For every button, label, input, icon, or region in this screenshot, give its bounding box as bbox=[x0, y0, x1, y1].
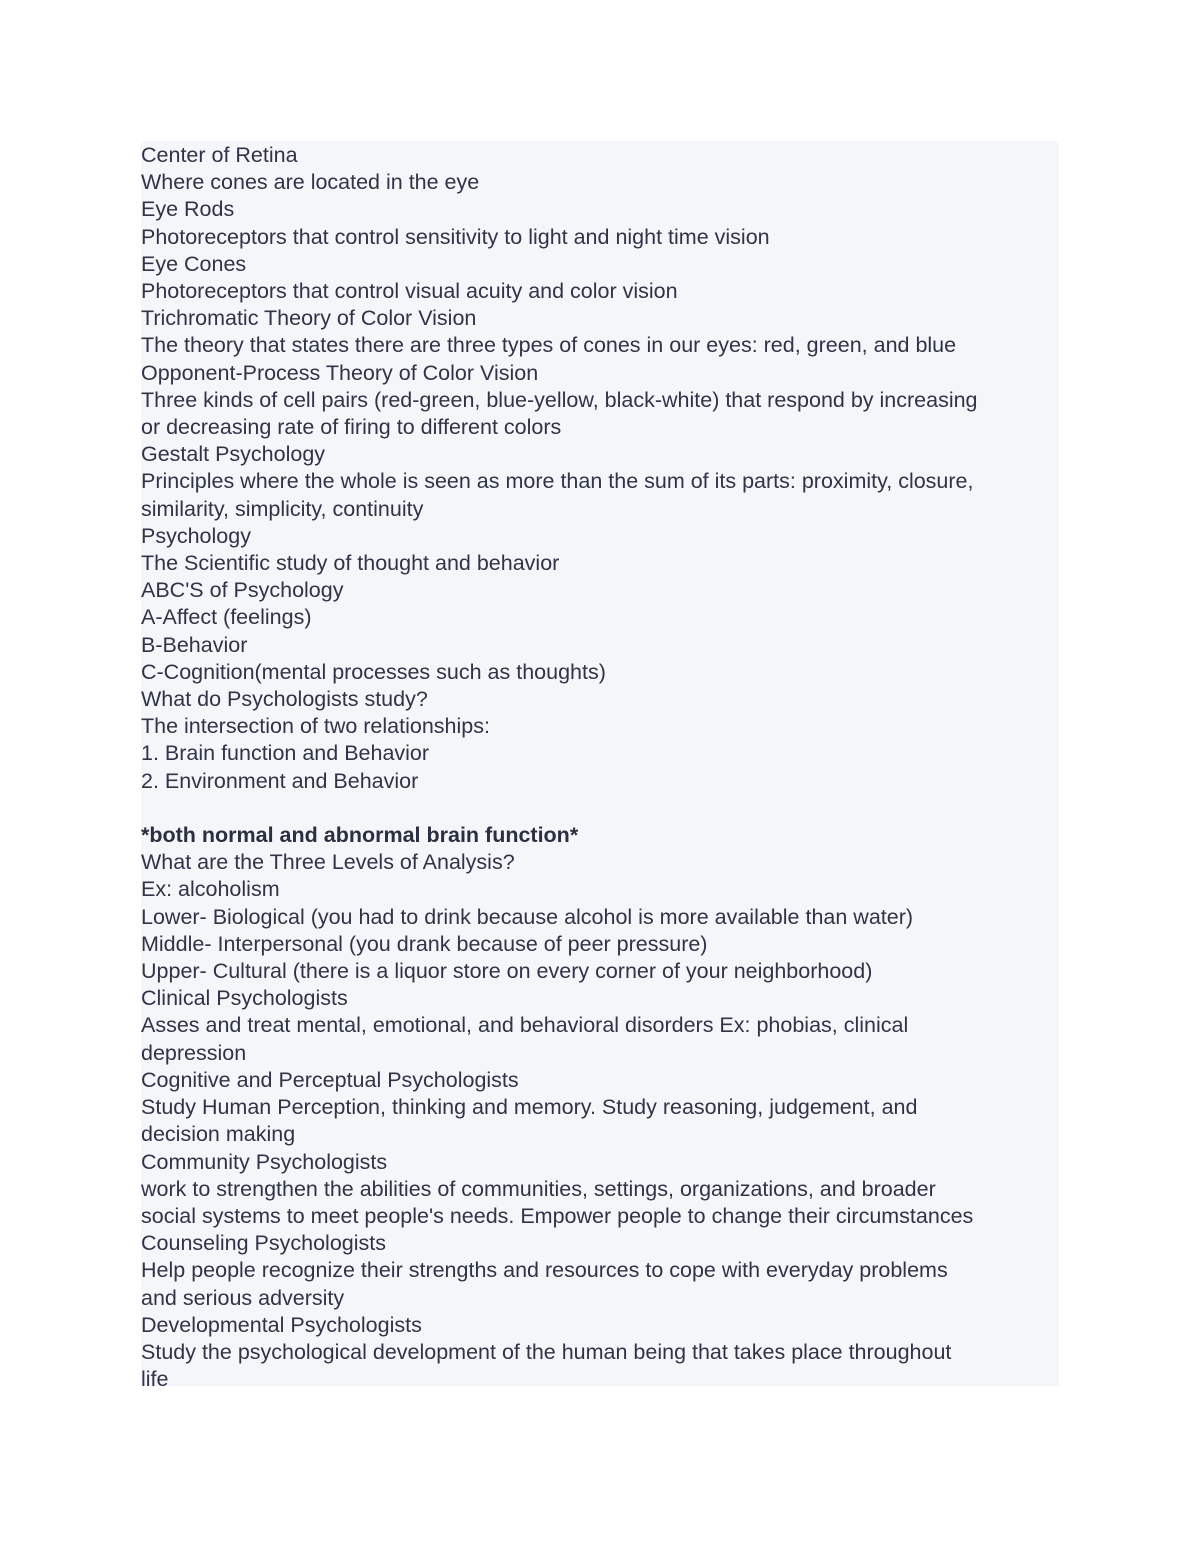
text-line: What do Psychologists study? bbox=[141, 687, 428, 712]
text-line: depression bbox=[141, 1040, 247, 1065]
text-line: C-Cognition(mental processes such as thoughts) bbox=[141, 659, 606, 684]
text-line: similarity, simplicity, continuity bbox=[141, 496, 424, 521]
text-line: Photoreceptors that control sensitivity to light and night time vision bbox=[141, 224, 770, 249]
text-line: Asses and treat mental, emotional, and behavioral disorders Ex: phobias, clinical bbox=[141, 1013, 909, 1038]
text-line: The Scientific study of thought and behavior bbox=[141, 551, 560, 576]
text-line: *both normal and abnormal brain function* bbox=[141, 823, 579, 848]
text-line: Three kinds of cell pairs (red-green, blue-yellow, black-white) that respond by increasing bbox=[141, 387, 978, 412]
text-line: Eye Cones bbox=[141, 251, 247, 276]
text-line: ABC'S of Psychology bbox=[141, 578, 344, 603]
text-line: What are the Three Levels of Analysis? bbox=[141, 850, 515, 875]
document-text-lines bbox=[141, 142, 1059, 1393]
text-line: Counseling Psychologists bbox=[141, 1231, 386, 1256]
text-line: life bbox=[141, 1367, 169, 1392]
text-line: Opponent-Process Theory of Color Vision bbox=[141, 360, 539, 385]
text-line: Help people recognize their strengths and resources to cope with everyday problems bbox=[141, 1258, 948, 1283]
text-line: Principles where the whole is seen as more than the sum of its parts: proximity, closure, bbox=[141, 469, 974, 494]
text-line: Community Psychologists bbox=[141, 1149, 388, 1174]
text-line: B-Behavior bbox=[141, 632, 248, 657]
text-line: Center of Retina bbox=[141, 143, 298, 167]
text-line: social systems to meet people's needs. Empower people to change their circumstances bbox=[141, 1203, 974, 1228]
text-line: Upper- Cultural (there is a liquor store on every corner of your neighborhood) bbox=[141, 959, 873, 984]
text-line: 1. Brain function and Behavior bbox=[141, 741, 430, 766]
text-line: decision making bbox=[141, 1122, 296, 1147]
text-line: Clinical Psychologists bbox=[141, 986, 348, 1011]
text-line: Gestalt Psychology bbox=[141, 442, 326, 467]
text-line: Where cones are located in the eye bbox=[141, 170, 480, 195]
text-line: The intersection of two relationships: bbox=[141, 714, 490, 739]
text-line: Study Human Perception, thinking and memory. Study reasoning, judgement, and bbox=[141, 1095, 918, 1120]
text-line: Study the psychological development of the human being that takes place throughout bbox=[141, 1339, 952, 1364]
text-line: Middle- Interpersonal (you drank because of peer pressure) bbox=[141, 931, 708, 956]
text-line: Ex: alcoholism bbox=[141, 877, 280, 902]
text-line: Developmental Psychologists bbox=[141, 1312, 422, 1337]
text-line: Photoreceptors that control visual acuity and color vision bbox=[141, 279, 678, 304]
text-line: or decreasing rate of firing to different colors bbox=[141, 415, 562, 440]
text-line: Eye Rods bbox=[141, 197, 235, 222]
text-line: 2. Environment and Behavior bbox=[141, 768, 419, 793]
text-line: and serious adversity bbox=[141, 1285, 345, 1310]
text-line: Psychology bbox=[141, 523, 251, 548]
text-line: Trichromatic Theory of Color Vision bbox=[141, 306, 477, 331]
text-line: A-Affect (feelings) bbox=[141, 605, 312, 630]
text-line bbox=[141, 795, 1059, 822]
text-line: Cognitive and Perceptual Psychologists bbox=[141, 1067, 519, 1092]
text-line: work to strengthen the abilities of communities, settings, organizations, and broader bbox=[141, 1176, 936, 1201]
text-line: The theory that states there are three types of cones in our eyes: red, green, and blue bbox=[141, 333, 957, 358]
text-line: Lower- Biological (you had to drink because alcohol is more available than water) bbox=[141, 904, 914, 929]
